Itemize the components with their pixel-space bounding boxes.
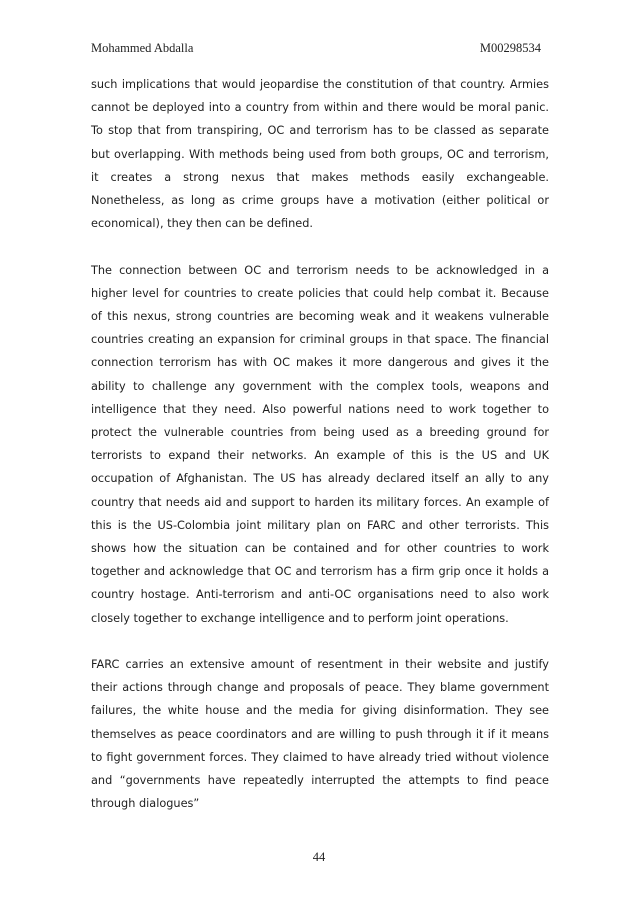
header-author: Mohammed Abdalla <box>91 41 194 55</box>
page-header <box>91 41 541 57</box>
paragraph-3: FARC carries an extensive amount of resentment in their website and justify their actions through change and proposals of peace. They blame government failures, the white house and the media for giving disinformation. They see themselves as peace coordinators and are willing to push through it if it means to fight government forces. They claimed to have already tried without violence and “governments have repeatedly interrupted the attempts to find peace through dialogues” <box>91 658 549 811</box>
header-student-id: M00298534 <box>479 41 541 55</box>
page-number: 44 <box>312 850 326 864</box>
paragraph-1: such implications that would jeopardise the constitution of that country. Armies cannot be deployed into a country from within and there would be moral panic. To stop that from transpiring, OC and terrorism has to be classed as separate but overlapping. With methods being used from both groups, OC and terrorism, it creates a strong nexus that makes methods easily exchangeable. Nonetheless, as long as crime groups have a motivation (either political or economical), they then can be defined. <box>91 78 549 231</box>
body-text <box>91 73 549 839</box>
paragraph-2: The connection between OC and terrorism needs to be acknowledged in a higher level for countries to create policies that could help combat it. Because of this nexus, strong countries are becoming weak and it weakens vulnerable countries creating an expansion for criminal groups in that space. The financial connection terrorism has with OC makes it more dangerous and gives it the ability to challenge any government with the complex tools, weapons and intelligence that they need. Also powerful nations need to work together to protect the vulnerable countries from being used as a breeding ground for terrorists to expand their networks. An example of this is the US and UK occupation of Afghanistan. The US has already declared itself an ally to any country that needs aid and support to harden its military forces. An example of this is the US-Colombia joint military plan on FARC and other terrorists. This shows how the situation can be contained and for other countries to work together and acknowledge that OC and terrorism has a firm grip once it holds a country hostage. Anti-terrorism and anti-OC organisations need to also work closely together to exchange intelligence and to perform joint operations. <box>91 263 549 625</box>
